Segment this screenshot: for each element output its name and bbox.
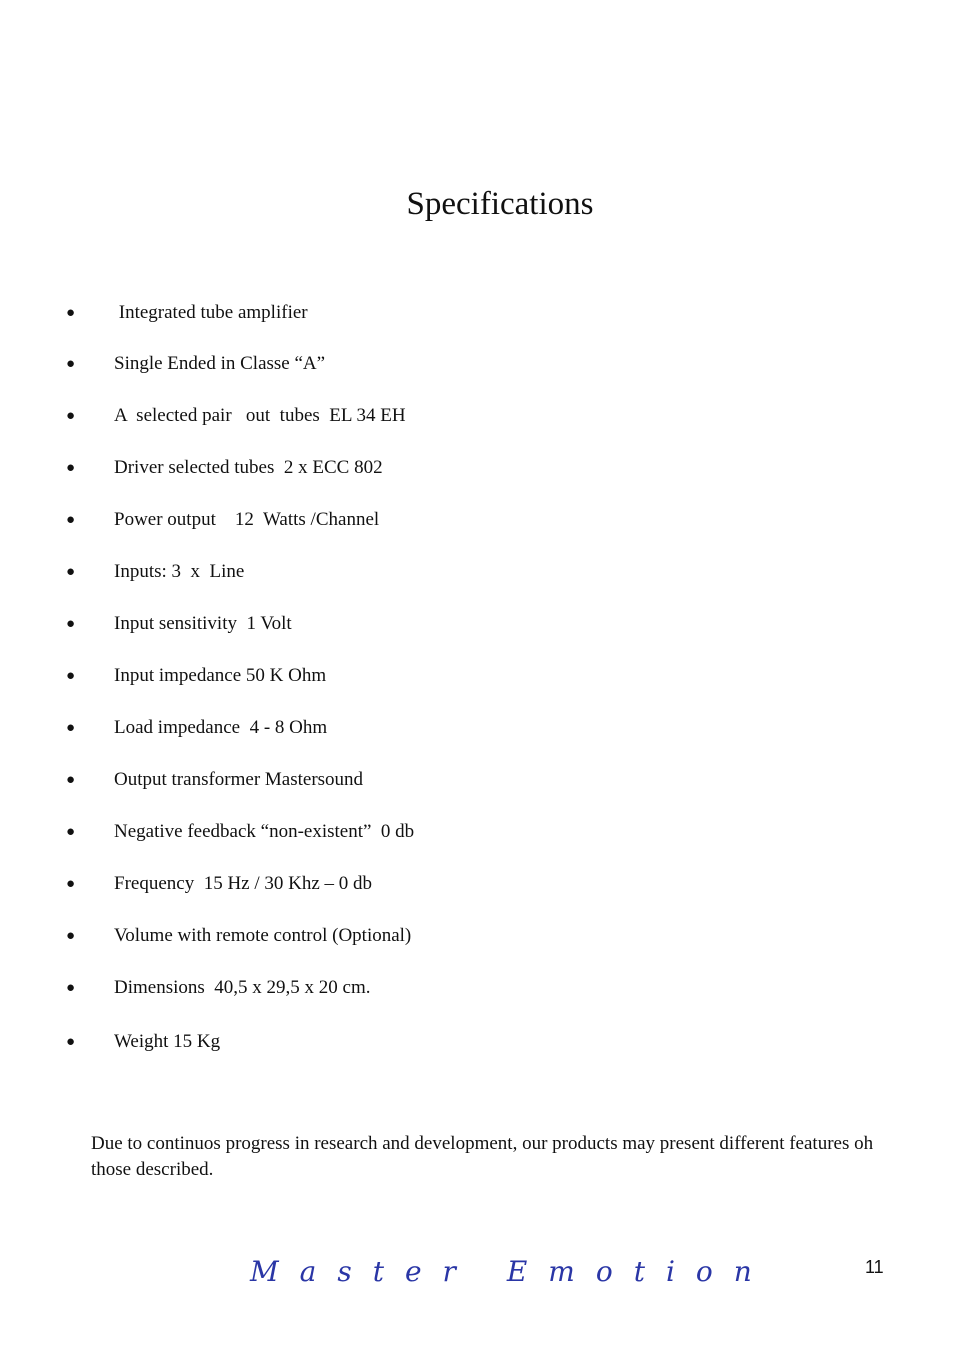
spec-text: Input impedance 50 K Ohm	[114, 665, 327, 686]
page-title: Specifications	[406, 186, 594, 222]
spec-text: A selected pair out tubes EL 34 EH	[114, 405, 406, 426]
bullet-icon: ●	[66, 408, 76, 424]
bullet-icon: ●	[66, 1034, 76, 1050]
bullet-icon: ●	[66, 512, 76, 528]
brand-signature-logo: Master Emotion	[250, 1255, 773, 1288]
bullet-icon: ●	[66, 824, 76, 840]
spec-text: Inputs: 3 x Line	[114, 561, 245, 582]
spec-text: Input sensitivity 1 Volt	[114, 613, 292, 634]
bullet-icon: ●	[66, 616, 76, 632]
spec-text: Negative feedback “non-existent” 0 db	[114, 821, 415, 842]
bullet-icon: ●	[66, 460, 76, 476]
bullet-icon: ●	[66, 980, 76, 996]
bullet-icon: ●	[66, 720, 76, 736]
bullet-icon: ●	[66, 772, 76, 788]
spec-text: Power output 12 Watts /Channel	[114, 509, 380, 530]
spec-text: Integrated tube amplifier	[114, 302, 308, 323]
disclaimer-text: Due to continuos progress in research and development, our products may present different features oh those described.	[91, 1133, 874, 1180]
bullet-icon: ●	[66, 876, 76, 892]
bullet-icon: ●	[66, 668, 76, 684]
page-number: 11	[865, 1257, 884, 1277]
spec-text: Output transformer Mastersound	[114, 769, 364, 790]
spec-text: Driver selected tubes 2 x ECC 802	[114, 457, 383, 478]
spec-text: Frequency 15 Hz / 30 Khz – 0 db	[114, 873, 373, 894]
bullet-icon: ●	[66, 928, 76, 944]
spec-text: Single Ended in Classe “A”	[114, 353, 326, 374]
bullet-icon: ●	[66, 564, 76, 580]
bullet-icon: ●	[66, 305, 76, 321]
spec-text: Dimensions 40,5 x 29,5 x 20 cm.	[114, 977, 371, 998]
spec-text: Weight 15 Kg	[114, 1031, 221, 1052]
bullet-icon: ●	[66, 356, 76, 372]
spec-text: Load impedance 4 - 8 Ohm	[114, 717, 328, 738]
spec-text: Volume with remote control (Optional)	[114, 925, 412, 946]
